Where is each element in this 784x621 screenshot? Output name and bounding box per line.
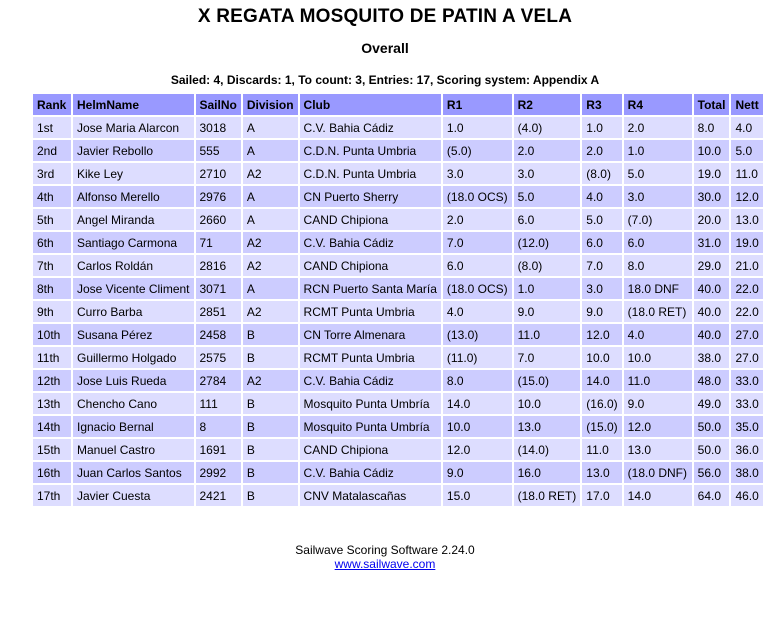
cell-r1: (5.0) bbox=[443, 140, 512, 161]
cell-r3: 2.0 bbox=[582, 140, 621, 161]
cell-r1: (11.0) bbox=[443, 347, 512, 368]
cell-r1: 8.0 bbox=[443, 370, 512, 391]
cell-division: A2 bbox=[243, 232, 298, 253]
cell-club: CAND Chipiona bbox=[300, 255, 441, 276]
cell-helmname: Jose Luis Rueda bbox=[73, 370, 194, 391]
cell-sailno: 2992 bbox=[196, 462, 241, 483]
cell-r2: 11.0 bbox=[514, 324, 581, 345]
cell-sailno: 2851 bbox=[196, 301, 241, 322]
cell-sailno: 2421 bbox=[196, 485, 241, 506]
cell-club: Mosquito Punta Umbría bbox=[300, 393, 441, 414]
cell-rank: 12th bbox=[33, 370, 71, 391]
cell-sailno: 2575 bbox=[196, 347, 241, 368]
cell-r2: 6.0 bbox=[514, 209, 581, 230]
cell-r1: 2.0 bbox=[443, 209, 512, 230]
table-row bbox=[33, 255, 763, 276]
column-header-r2: R2 bbox=[514, 94, 581, 115]
cell-helmname: Jose Vicente Climent bbox=[73, 278, 194, 299]
cell-division: A bbox=[243, 140, 298, 161]
cell-nett: 5.0 bbox=[731, 140, 762, 161]
cell-helmname: Javier Cuesta bbox=[73, 485, 194, 506]
cell-sailno: 3018 bbox=[196, 117, 241, 138]
cell-club: CAND Chipiona bbox=[300, 439, 441, 460]
cell-r2: 9.0 bbox=[514, 301, 581, 322]
cell-r4: 18.0 DNF bbox=[624, 278, 692, 299]
cell-r3: 4.0 bbox=[582, 186, 621, 207]
cell-rank: 3rd bbox=[33, 163, 71, 184]
cell-sailno: 8 bbox=[196, 416, 241, 437]
sailwave-link[interactable]: www.sailwave.com bbox=[334, 557, 436, 571]
footer bbox=[0, 543, 770, 571]
cell-helmname: Manuel Castro bbox=[73, 439, 194, 460]
cell-r1: 3.0 bbox=[443, 163, 512, 184]
cell-nett: 13.0 bbox=[731, 209, 762, 230]
cell-helmname: Juan Carlos Santos bbox=[73, 462, 194, 483]
cell-helmname: Carlos Roldán bbox=[73, 255, 194, 276]
cell-division: B bbox=[243, 416, 298, 437]
cell-nett: 36.0 bbox=[731, 439, 762, 460]
cell-club: RCMT Punta Umbria bbox=[300, 301, 441, 322]
table-row bbox=[33, 324, 763, 345]
cell-r1: 7.0 bbox=[443, 232, 512, 253]
cell-rank: 7th bbox=[33, 255, 71, 276]
cell-total: 64.0 bbox=[694, 485, 730, 506]
column-header-r3: R3 bbox=[582, 94, 621, 115]
cell-rank: 17th bbox=[33, 485, 71, 506]
cell-rank: 10th bbox=[33, 324, 71, 345]
cell-sailno: 2660 bbox=[196, 209, 241, 230]
table-row bbox=[33, 393, 763, 414]
cell-r2: (8.0) bbox=[514, 255, 581, 276]
cell-r3: 7.0 bbox=[582, 255, 621, 276]
cell-rank: 1st bbox=[33, 117, 71, 138]
cell-r2: (4.0) bbox=[514, 117, 581, 138]
cell-division: A bbox=[243, 278, 298, 299]
cell-r1: 4.0 bbox=[443, 301, 512, 322]
cell-nett: 4.0 bbox=[731, 117, 762, 138]
cell-nett: 27.0 bbox=[731, 324, 762, 345]
cell-nett: 27.0 bbox=[731, 347, 762, 368]
cell-r1: 9.0 bbox=[443, 462, 512, 483]
column-header-nett: Nett bbox=[731, 94, 762, 115]
cell-sailno: 71 bbox=[196, 232, 241, 253]
cell-nett: 33.0 bbox=[731, 393, 762, 414]
cell-division: B bbox=[243, 324, 298, 345]
cell-rank: 13th bbox=[33, 393, 71, 414]
cell-nett: 22.0 bbox=[731, 301, 762, 322]
cell-r4: 8.0 bbox=[624, 255, 692, 276]
column-header-division: Division bbox=[243, 94, 298, 115]
results-table bbox=[31, 92, 765, 508]
cell-division: A2 bbox=[243, 301, 298, 322]
table-row bbox=[33, 370, 763, 391]
cell-sailno: 2784 bbox=[196, 370, 241, 391]
cell-r1: 10.0 bbox=[443, 416, 512, 437]
cell-r2: (12.0) bbox=[514, 232, 581, 253]
cell-total: 48.0 bbox=[694, 370, 730, 391]
cell-rank: 2nd bbox=[33, 140, 71, 161]
cell-helmname: Santiago Carmona bbox=[73, 232, 194, 253]
series-summary: Sailed: 4, Discards: 1, To count: 3, Entries: 17, Scoring system: Appendix A bbox=[170, 73, 600, 87]
cell-helmname: Angel Miranda bbox=[73, 209, 194, 230]
cell-r4: 5.0 bbox=[624, 163, 692, 184]
cell-total: 19.0 bbox=[694, 163, 730, 184]
cell-rank: 14th bbox=[33, 416, 71, 437]
cell-nett: 22.0 bbox=[731, 278, 762, 299]
table-row bbox=[33, 416, 763, 437]
cell-helmname: Jose Maria Alarcon bbox=[73, 117, 194, 138]
table-row bbox=[33, 347, 763, 368]
results-body bbox=[33, 117, 763, 506]
cell-club: C.D.N. Punta Umbria bbox=[300, 163, 441, 184]
cell-r2: 3.0 bbox=[514, 163, 581, 184]
cell-club: RCMT Punta Umbria bbox=[300, 347, 441, 368]
cell-r3: 10.0 bbox=[582, 347, 621, 368]
cell-nett: 19.0 bbox=[731, 232, 762, 253]
cell-club: RCN Puerto Santa María bbox=[300, 278, 441, 299]
cell-division: A2 bbox=[243, 370, 298, 391]
cell-nett: 12.0 bbox=[731, 186, 762, 207]
table-row bbox=[33, 186, 763, 207]
cell-r4: (18.0 DNF) bbox=[624, 462, 692, 483]
cell-r2: 1.0 bbox=[514, 278, 581, 299]
cell-r4: 3.0 bbox=[624, 186, 692, 207]
cell-sailno: 2710 bbox=[196, 163, 241, 184]
table-row bbox=[33, 301, 763, 322]
cell-r4: (7.0) bbox=[624, 209, 692, 230]
cell-division: B bbox=[243, 485, 298, 506]
cell-sailno: 555 bbox=[196, 140, 241, 161]
cell-nett: 21.0 bbox=[731, 255, 762, 276]
cell-r3: 3.0 bbox=[582, 278, 621, 299]
cell-r2: 16.0 bbox=[514, 462, 581, 483]
cell-club: C.V. Bahia Cádiz bbox=[300, 117, 441, 138]
cell-division: B bbox=[243, 462, 298, 483]
cell-r4: 11.0 bbox=[624, 370, 692, 391]
table-row bbox=[33, 117, 763, 138]
cell-division: B bbox=[243, 347, 298, 368]
cell-r4: 12.0 bbox=[624, 416, 692, 437]
cell-helmname: Javier Rebollo bbox=[73, 140, 194, 161]
cell-rank: 6th bbox=[33, 232, 71, 253]
cell-total: 29.0 bbox=[694, 255, 730, 276]
cell-r3: (15.0) bbox=[582, 416, 621, 437]
cell-nett: 38.0 bbox=[731, 462, 762, 483]
column-header-helmname: HelmName bbox=[73, 94, 194, 115]
cell-total: 40.0 bbox=[694, 301, 730, 322]
cell-rank: 15th bbox=[33, 439, 71, 460]
column-header-sailno: SailNo bbox=[196, 94, 241, 115]
column-header-r1: R1 bbox=[443, 94, 512, 115]
column-header-club: Club bbox=[300, 94, 441, 115]
table-row bbox=[33, 232, 763, 253]
cell-total: 31.0 bbox=[694, 232, 730, 253]
cell-r4: (18.0 RET) bbox=[624, 301, 692, 322]
table-row bbox=[33, 278, 763, 299]
cell-division: B bbox=[243, 393, 298, 414]
column-header-total: Total bbox=[694, 94, 730, 115]
cell-r2: (14.0) bbox=[514, 439, 581, 460]
cell-rank: 8th bbox=[33, 278, 71, 299]
cell-sailno: 2976 bbox=[196, 186, 241, 207]
page-subtitle: Overall bbox=[361, 40, 409, 56]
cell-r1: (18.0 OCS) bbox=[443, 278, 512, 299]
cell-r3: 6.0 bbox=[582, 232, 621, 253]
cell-r2: 7.0 bbox=[514, 347, 581, 368]
cell-r3: 5.0 bbox=[582, 209, 621, 230]
cell-r1: 12.0 bbox=[443, 439, 512, 460]
cell-sailno: 3071 bbox=[196, 278, 241, 299]
cell-club: C.V. Bahia Cádiz bbox=[300, 370, 441, 391]
cell-total: 38.0 bbox=[694, 347, 730, 368]
cell-club: CNV Matalascañas bbox=[300, 485, 441, 506]
cell-r1: (18.0 OCS) bbox=[443, 186, 512, 207]
cell-sailno: 1691 bbox=[196, 439, 241, 460]
cell-rank: 11th bbox=[33, 347, 71, 368]
cell-total: 10.0 bbox=[694, 140, 730, 161]
cell-helmname: Alfonso Merello bbox=[73, 186, 194, 207]
cell-division: A bbox=[243, 209, 298, 230]
cell-r4: 6.0 bbox=[624, 232, 692, 253]
cell-r2: 10.0 bbox=[514, 393, 581, 414]
cell-r3: 12.0 bbox=[582, 324, 621, 345]
cell-sailno: 2816 bbox=[196, 255, 241, 276]
cell-r1: (13.0) bbox=[443, 324, 512, 345]
cell-helmname: Curro Barba bbox=[73, 301, 194, 322]
cell-total: 40.0 bbox=[694, 278, 730, 299]
cell-r4: 2.0 bbox=[624, 117, 692, 138]
column-header-r4: R4 bbox=[624, 94, 692, 115]
cell-helmname: Chencho Cano bbox=[73, 393, 194, 414]
cell-r1: 15.0 bbox=[443, 485, 512, 506]
table-row bbox=[33, 163, 763, 184]
cell-division: A2 bbox=[243, 163, 298, 184]
cell-club: Mosquito Punta Umbría bbox=[300, 416, 441, 437]
cell-club: CN Puerto Sherry bbox=[300, 186, 441, 207]
cell-rank: 9th bbox=[33, 301, 71, 322]
page-title: X REGATA MOSQUITO DE PATIN A VELA bbox=[197, 6, 573, 27]
cell-total: 20.0 bbox=[694, 209, 730, 230]
cell-total: 56.0 bbox=[694, 462, 730, 483]
results-header-row bbox=[33, 94, 763, 115]
cell-division: A2 bbox=[243, 255, 298, 276]
cell-rank: 5th bbox=[33, 209, 71, 230]
cell-r3: 17.0 bbox=[582, 485, 621, 506]
table-row bbox=[33, 209, 763, 230]
cell-rank: 16th bbox=[33, 462, 71, 483]
cell-total: 30.0 bbox=[694, 186, 730, 207]
cell-total: 8.0 bbox=[694, 117, 730, 138]
cell-division: A bbox=[243, 186, 298, 207]
table-row bbox=[33, 462, 763, 483]
cell-r2: 5.0 bbox=[514, 186, 581, 207]
cell-r4: 9.0 bbox=[624, 393, 692, 414]
software-credit: Sailwave Scoring Software 2.24.0 bbox=[295, 543, 475, 557]
cell-helmname: Guillermo Holgado bbox=[73, 347, 194, 368]
cell-nett: 33.0 bbox=[731, 370, 762, 391]
cell-total: 49.0 bbox=[694, 393, 730, 414]
table-row bbox=[33, 140, 763, 161]
cell-r3: 9.0 bbox=[582, 301, 621, 322]
cell-r3: 1.0 bbox=[582, 117, 621, 138]
cell-total: 50.0 bbox=[694, 439, 730, 460]
cell-r4: 1.0 bbox=[624, 140, 692, 161]
cell-sailno: 111 bbox=[196, 393, 241, 414]
cell-r3: 11.0 bbox=[582, 439, 621, 460]
cell-r2: 2.0 bbox=[514, 140, 581, 161]
cell-total: 50.0 bbox=[694, 416, 730, 437]
cell-r3: 14.0 bbox=[582, 370, 621, 391]
cell-r2: (18.0 RET) bbox=[514, 485, 581, 506]
cell-helmname: Susana Pérez bbox=[73, 324, 194, 345]
cell-total: 40.0 bbox=[694, 324, 730, 345]
cell-r2: 13.0 bbox=[514, 416, 581, 437]
column-header-rank: Rank bbox=[33, 94, 71, 115]
cell-club: C.V. Bahia Cádiz bbox=[300, 232, 441, 253]
cell-club: C.D.N. Punta Umbria bbox=[300, 140, 441, 161]
cell-helmname: Ignacio Bernal bbox=[73, 416, 194, 437]
cell-r4: 4.0 bbox=[624, 324, 692, 345]
cell-rank: 4th bbox=[33, 186, 71, 207]
cell-club: CAND Chipiona bbox=[300, 209, 441, 230]
cell-r4: 14.0 bbox=[624, 485, 692, 506]
cell-r3: (16.0) bbox=[582, 393, 621, 414]
cell-helmname: Kike Ley bbox=[73, 163, 194, 184]
cell-r1: 1.0 bbox=[443, 117, 512, 138]
cell-nett: 35.0 bbox=[731, 416, 762, 437]
cell-nett: 46.0 bbox=[731, 485, 762, 506]
cell-club: C.V. Bahia Cádiz bbox=[300, 462, 441, 483]
cell-r2: (15.0) bbox=[514, 370, 581, 391]
cell-r3: (8.0) bbox=[582, 163, 621, 184]
cell-r4: 13.0 bbox=[624, 439, 692, 460]
cell-sailno: 2458 bbox=[196, 324, 241, 345]
cell-r1: 14.0 bbox=[443, 393, 512, 414]
table-row bbox=[33, 485, 763, 506]
cell-club: CN Torre Almenara bbox=[300, 324, 441, 345]
table-row bbox=[33, 439, 763, 460]
cell-r3: 13.0 bbox=[582, 462, 621, 483]
cell-r4: 10.0 bbox=[624, 347, 692, 368]
cell-division: B bbox=[243, 439, 298, 460]
cell-division: A bbox=[243, 117, 298, 138]
cell-r1: 6.0 bbox=[443, 255, 512, 276]
cell-nett: 11.0 bbox=[731, 163, 762, 184]
